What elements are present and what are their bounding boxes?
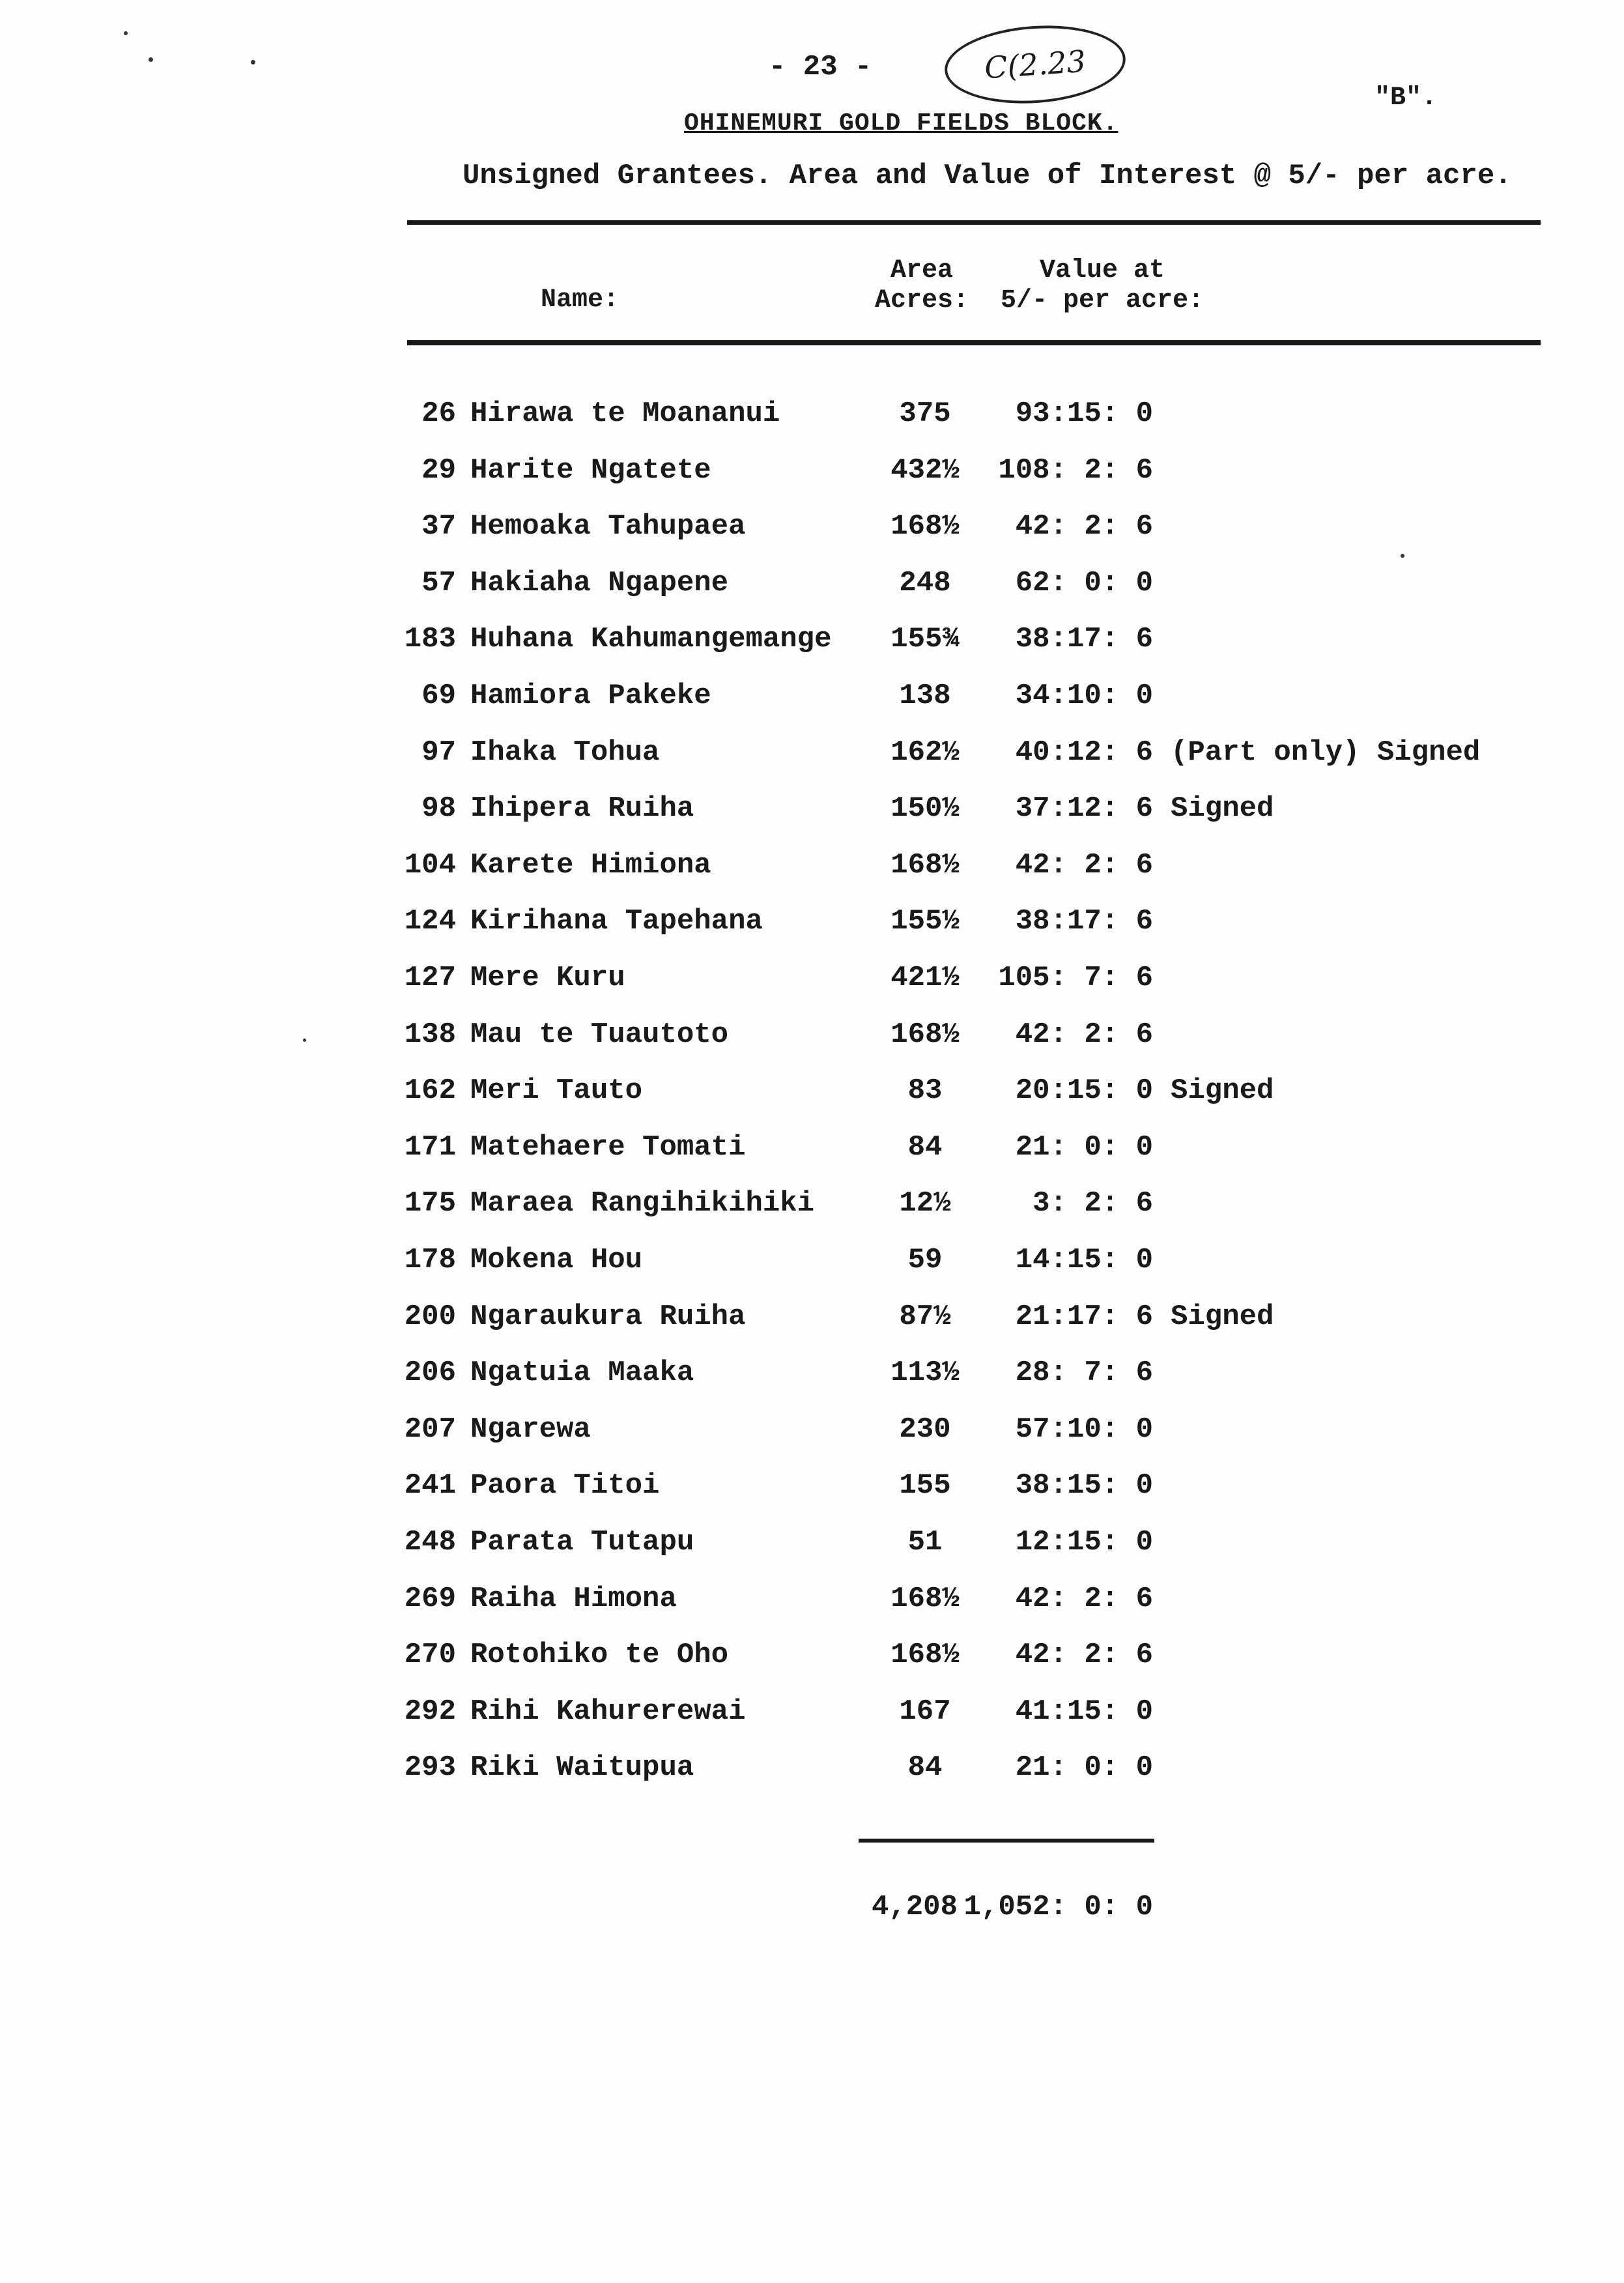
value-amount: 37:12: 6 (1015, 792, 1153, 826)
area-acres: 432½ (890, 453, 960, 487)
grantee-name: Rotohiko te Oho (470, 1639, 729, 1672)
grantee-name: Kirihana Tapehana (470, 905, 763, 938)
area-acres: 168½ (890, 1582, 960, 1615)
row-number: 69 (421, 680, 456, 712)
value-amount: 28: 7: 6 (1015, 1357, 1153, 1390)
value-amount: 42: 2: 6 (1015, 510, 1153, 543)
grantee-name: Karete Himiona (470, 848, 711, 882)
value-amount: 42: 2: 6 (1015, 848, 1153, 882)
area-acres: 375 (899, 397, 951, 430)
area-acres: 230 (899, 1413, 951, 1446)
column-header-name: Name: (541, 285, 620, 315)
value-amount: 21:17: 6 (1015, 1300, 1153, 1333)
area-acres: 113½ (890, 1357, 960, 1390)
grantee-name: Matehaere Tomati (470, 1130, 746, 1164)
table-row (0, 1639, 1624, 1678)
area-acres: 168½ (890, 848, 960, 882)
total-area: 4,208 (871, 1891, 958, 1923)
area-acres: 87½ (899, 1300, 951, 1333)
row-number: 104 (404, 848, 456, 882)
grantee-name: Mokena Hou (470, 1244, 643, 1276)
value-amount: 41:15: 0 (1015, 1695, 1153, 1728)
row-number: 293 (404, 1751, 456, 1785)
grantee-name: Ngarewa (470, 1413, 591, 1446)
handwritten-annotation: C(2.23 (942, 20, 1128, 109)
row-number: 200 (404, 1300, 456, 1333)
total-rule (859, 1839, 1154, 1843)
table-row (0, 680, 1624, 719)
grantee-name: Hamiora Pakeke (470, 680, 711, 712)
value-amount: 108: 2: 6 (998, 453, 1153, 487)
row-number: 127 (404, 962, 456, 994)
schedule-mark: "B". (1375, 83, 1438, 113)
value-amount: 62: 0: 0 (1015, 566, 1153, 599)
row-remark: Signed (1171, 1074, 1274, 1108)
area-acres: 138 (899, 680, 951, 712)
totals-row (0, 1891, 1624, 1930)
grantee-name: Ngatuia Maaka (470, 1357, 694, 1390)
table-row (0, 792, 1624, 831)
row-number: 248 (404, 1526, 456, 1558)
row-number: 241 (404, 1469, 456, 1502)
table-row (0, 454, 1624, 493)
row-number: 171 (404, 1130, 456, 1164)
column-header-value (985, 256, 1219, 316)
area-acres: 168½ (890, 1018, 960, 1051)
table-row (0, 397, 1624, 437)
area-acres: 167 (899, 1695, 951, 1728)
table-row (0, 567, 1624, 606)
grantee-name: Hemoaka Tahupaea (470, 510, 746, 543)
value-amount: 38:15: 0 (1015, 1469, 1153, 1502)
table-row (0, 962, 1624, 1001)
column-header-area-line2: Acres: (874, 286, 969, 315)
grantee-name: Huhana Kahumangemange (470, 623, 832, 656)
area-acres: 84 (907, 1130, 943, 1164)
grantee-name: Mere Kuru (470, 962, 625, 994)
table-row (0, 1695, 1624, 1734)
grantee-name: Rihi Kahurerewai (470, 1695, 746, 1728)
row-number: 124 (404, 905, 456, 938)
row-number: 270 (404, 1639, 456, 1672)
page-number: - 23 - (769, 51, 872, 83)
area-acres: 168½ (890, 1639, 960, 1672)
value-amount: 12:15: 0 (1015, 1526, 1153, 1558)
row-number: 162 (404, 1074, 456, 1108)
block-title: OHINEMURI GOLD FIELDS BLOCK. (684, 109, 1118, 137)
row-number: 29 (421, 453, 456, 487)
row-number: 206 (404, 1357, 456, 1390)
row-number: 26 (421, 397, 456, 430)
table-row (0, 849, 1624, 888)
table-row (0, 1751, 1624, 1790)
table-row (0, 510, 1624, 549)
value-amount: 93:15: 0 (1015, 397, 1153, 430)
row-number: 98 (421, 792, 456, 826)
table-row (0, 736, 1624, 775)
grantee-name: Hirawa te Moananui (470, 397, 780, 430)
column-header-area (870, 256, 974, 316)
value-amount: 20:15: 0 (1015, 1074, 1153, 1108)
scan-speck (251, 60, 255, 65)
row-remark: Signed (1171, 792, 1274, 826)
value-amount: 38:17: 6 (1015, 623, 1153, 656)
value-amount: 40:12: 6 (1015, 736, 1153, 769)
top-rule (407, 220, 1541, 225)
area-acres: 150½ (890, 792, 960, 826)
grantee-name: Harite Ngatete (470, 453, 711, 487)
area-acres: 162½ (890, 736, 960, 769)
header-rule (407, 340, 1541, 345)
row-number: 207 (404, 1413, 456, 1446)
grantee-name: Parata Tutapu (470, 1526, 694, 1558)
row-number: 97 (421, 736, 456, 769)
scan-speck (124, 31, 128, 35)
table-row (0, 1300, 1624, 1340)
row-number: 178 (404, 1244, 456, 1276)
area-acres: 421½ (890, 962, 960, 994)
table-row (0, 623, 1624, 662)
column-header-value-line2: 5/- per acre: (1000, 286, 1204, 315)
row-remark: Signed (1171, 1300, 1274, 1333)
value-amount: 3: 2: 6 (1033, 1187, 1153, 1220)
column-header-area-line1: Area (890, 256, 953, 285)
grantee-name: Meri Tauto (470, 1074, 643, 1108)
row-number: 269 (404, 1582, 456, 1615)
table-row (0, 1413, 1624, 1452)
row-number: 183 (404, 623, 456, 656)
row-number: 37 (421, 510, 456, 543)
value-amount: 14:15: 0 (1015, 1244, 1153, 1276)
total-value: 1,052: 0: 0 (963, 1891, 1153, 1923)
grantee-name: Ngaraukura Ruiha (470, 1300, 746, 1333)
value-amount: 21: 0: 0 (1015, 1751, 1153, 1785)
value-amount: 42: 2: 6 (1015, 1582, 1153, 1615)
table-row (0, 1583, 1624, 1622)
grantee-name: Mau te Tuautoto (470, 1018, 729, 1051)
scan-speck (149, 57, 153, 62)
row-number: 175 (404, 1187, 456, 1220)
area-acres: 83 (907, 1074, 943, 1108)
grantee-name: Maraea Rangihikihiki (470, 1187, 815, 1220)
row-number: 57 (421, 566, 456, 599)
document-subtitle: Unsigned Grantees. Area and Value of Interest @ 5/- per acre. (463, 160, 1512, 192)
grantee-name: Paora Titoi (470, 1469, 660, 1502)
grantee-name: Raiha Himona (470, 1582, 677, 1615)
table-row (0, 1357, 1624, 1396)
table-row (0, 1018, 1624, 1057)
table-row (0, 1526, 1624, 1565)
table-row (0, 1469, 1624, 1508)
table-row (0, 1131, 1624, 1170)
area-acres: 168½ (890, 510, 960, 543)
table-row (0, 1187, 1624, 1226)
area-acres: 51 (907, 1526, 943, 1558)
row-number: 138 (404, 1018, 456, 1051)
value-amount: 42: 2: 6 (1015, 1018, 1153, 1051)
row-remark: (Part only) Signed (1171, 736, 1481, 769)
row-number: 292 (404, 1695, 456, 1728)
value-amount: 34:10: 0 (1015, 680, 1153, 712)
area-acres: 155½ (890, 905, 960, 938)
area-acres: 59 (907, 1244, 943, 1276)
grantee-name: Ihipera Ruiha (470, 792, 694, 826)
value-amount: 38:17: 6 (1015, 905, 1153, 938)
value-amount: 42: 2: 6 (1015, 1639, 1153, 1672)
area-acres: 248 (899, 566, 951, 599)
grantee-name: Riki Waitupua (470, 1751, 694, 1785)
grantee-name: Hakiaha Ngapene (470, 566, 729, 599)
area-acres: 84 (907, 1751, 943, 1785)
area-acres: 155 (899, 1469, 951, 1502)
value-amount: 105: 7: 6 (998, 962, 1153, 994)
value-amount: 21: 0: 0 (1015, 1130, 1153, 1164)
column-header-value-line1: Value at (1039, 256, 1165, 285)
table-row (0, 1244, 1624, 1283)
grantee-name: Ihaka Tohua (470, 736, 660, 769)
area-acres: 12½ (899, 1187, 951, 1220)
area-acres: 155¾ (890, 623, 960, 656)
table-row (0, 1074, 1624, 1113)
scan-speck (1401, 554, 1404, 558)
value-amount: 57:10: 0 (1015, 1413, 1153, 1446)
table-row (0, 905, 1624, 944)
